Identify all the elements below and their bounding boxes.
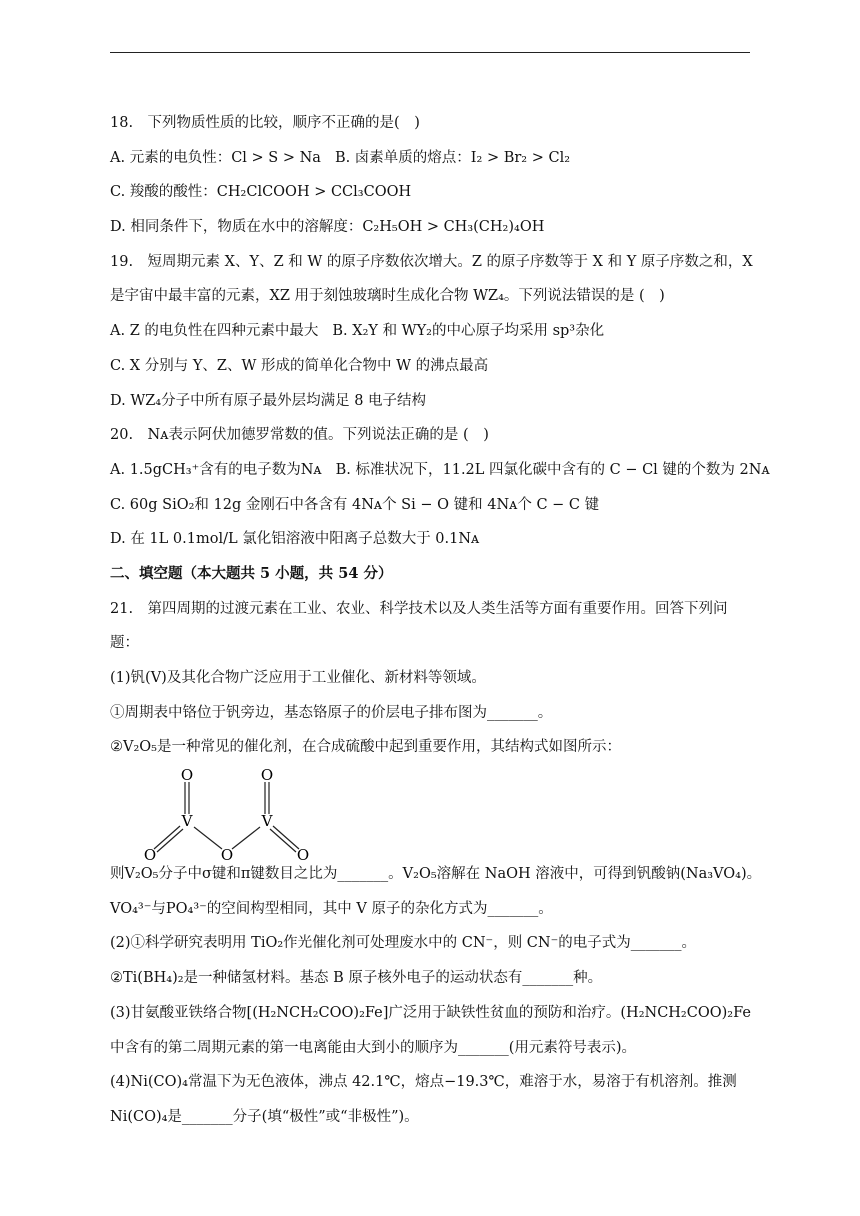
q21-part3a: (3)甘氨酸亚铁络合物[(H₂NCH₂COO)₂Fe]广泛用于缺铁性贫血的预防和治疗。(H₂NCH₂COO)₂Fe (110, 1004, 751, 1021)
q18-option-b: B. 卤素单质的熔点：I₂ > Br₂ > Cl₂ (334, 149, 571, 166)
atom-o-bottom-left: O (143, 846, 157, 863)
exam-page (110, 111, 770, 1140)
q20-option-c: C. 60g SiO₂和 12g 金刚石中各含有 4Nᴀ个 Si − O 键和 4Nᴀ个 C − C 键 (110, 496, 600, 513)
header-rule (110, 52, 750, 53)
bond-v1-o-left-b (157, 829, 183, 852)
q21-stem-line1: 21. 第四周期的过渡元素在工业、农业、科学技术以及人类生活等方面有重要作用。回答下列问 (110, 600, 728, 617)
bond-v1-o-bridge (194, 827, 222, 849)
atom-o-bottom-right: O (296, 846, 310, 863)
q19-option-d: D. WZ₄分子中所有原子最外层均满足 8 电子结构 (110, 392, 427, 409)
q21-part2b: ②Ti(BH₄)₂是一种储氢材料。基态 B 原子核外电子的运动状态有_______种。 (110, 970, 603, 987)
bond-o-bridge-v2 (232, 827, 260, 849)
q21-part4b: Ni(CO)₄是_______分子(填“极性”或“非极性”)。 (110, 1108, 419, 1125)
v2o5-structure-svg (130, 762, 330, 862)
q19-option-b: B. X₂Y 和 WY₂的中心原子均采用 sp³杂化 (332, 323, 605, 340)
q20-option-b: B. 标准状况下，11.2L 四氯化碳中含有的 C − Cl 键的个数为 2Nᴀ (335, 461, 770, 478)
q20-option-a: A. 1.5gCH₃⁺含有的电子数为Nᴀ (110, 461, 322, 478)
q21-part3b: 中含有的第二周期元素的第一电离能由大到小的顺序为_______(用元素符号表示)。 (110, 1039, 637, 1056)
section-heading: 二、填空题（本大题共 5 小题，共 54 分） (110, 564, 393, 582)
v2o5-structure-diagram (110, 766, 760, 863)
q21-part1a: ①周期表中铬位于钒旁边，基态铬原子的价层电子排布图为_______。 (110, 704, 553, 721)
q21-stem-line2: 题： (110, 635, 139, 652)
atom-v-right: V (261, 812, 273, 831)
q21-part2a: (2)①科学研究表明用 TiO₂作光催化剂可处理废水中的 CN⁻，则 CN⁻的电子式为_______。 (110, 935, 696, 952)
bond-v2-o-right-b (270, 829, 296, 852)
atom-o-top-right: O (260, 766, 274, 785)
atom-o-top-left: O (180, 766, 194, 785)
q20-option-d: D. 在 1L 0.1mol/L 氯化铝溶液中阳离子总数大于 0.1Nᴀ (110, 531, 480, 548)
q21-part1b: ②V₂O₅是一种常见的催化剂，在合成硫酸中起到重要作用，其结构式如图所示： (110, 739, 621, 756)
bond-v2-o-right-a (273, 826, 299, 849)
q18-stem: 18. 下列物质性质的比较，顺序不正确的是( ) (110, 115, 420, 131)
bond-v1-o-left-a (154, 826, 180, 849)
atom-v-left: V (181, 812, 193, 831)
q19-option-c: C. X 分别与 Y、Z、W 形成的简单化合物中 W 的沸点最高 (110, 357, 489, 374)
q18-option-a: A. 元素的电负性：Cl > S > Na (110, 149, 321, 166)
q19-option-a: A. Z 的电负性在四种元素中最大 (110, 323, 319, 340)
q20-stem: 20. Nᴀ表示阿伏加德罗常数的值。下列说法正确的是 ( ) (110, 427, 489, 444)
q21-part1c: 则V₂O₅分子中σ键和π键数目之比为_______。V₂O₅溶解在 NaOH 溶液中，可得到钒酸钠(Na₃VO₄)。 (110, 866, 762, 883)
q19-options-ab (110, 319, 760, 354)
atom-o-bridge: O (220, 846, 234, 863)
q20-options-ab (110, 458, 770, 493)
q18-options-ab (110, 146, 760, 181)
q18-option-c: C. 羧酸的酸性：CH₂ClCOOH > CCl₃COOH (110, 184, 412, 201)
q21-part1d: VO₄³⁻与PO₄³⁻的空间构型相同，其中 V 原子的杂化方式为_______。 (110, 900, 553, 917)
q21-part1: (1)钒(V)及其化合物广泛应用于工业催化、新材料等领域。 (110, 670, 486, 686)
q18-option-d: D. 相同条件下，物质在水中的溶解度：C₂H₅OH > CH₃(CH₂)₄OH (110, 219, 545, 236)
q19-stem-line2: 是宇宙中最丰富的元素，XZ 用于刻蚀玻璃时生成化合物 WZ₄。下列说法错误的是 ( ) (110, 288, 665, 305)
q19-stem-line1: 19. 短周期元素 X、Y、Z 和 W 的原子序数依次增大。Z 的原子序数等于 X 和 Y 原子序数之和，X (110, 253, 753, 270)
q21-part4a: (4)Ni(CO)₄常温下为无色液体，沸点 42.1℃，熔点−19.3℃，难溶于水，易溶于有机溶剂。推测 (110, 1074, 737, 1091)
